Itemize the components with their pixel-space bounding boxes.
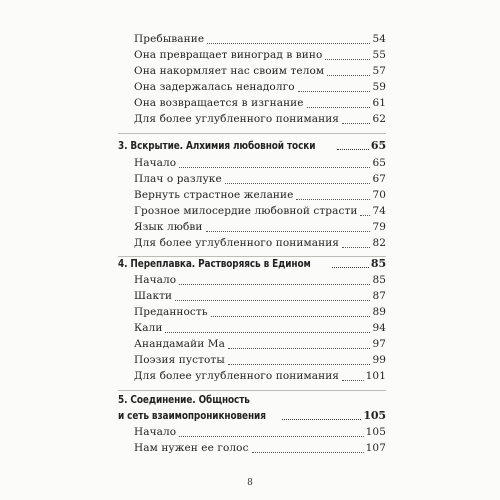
toc-entry (134, 439, 386, 457)
toc-entry-page: 67 (372, 173, 386, 185)
toc-entry-title: Кали (134, 322, 163, 334)
page-number: 8 (247, 478, 253, 488)
toc-entry-page: 59 (372, 81, 386, 93)
chapter-title-continued: и сеть взаимопроникновения (118, 409, 266, 422)
dot-leader (296, 199, 370, 200)
toc-entry-page: 89 (372, 306, 386, 318)
chapter-page: 85 (370, 257, 386, 270)
chapter-heading (118, 138, 386, 154)
dot-leader (179, 436, 363, 437)
toc-entry-page: 54 (372, 33, 386, 45)
toc-entry (134, 110, 386, 128)
toc-entry-page: 61 (372, 97, 386, 109)
dot-leader (179, 284, 370, 285)
toc-entry-title: Начало (134, 274, 177, 286)
toc-entry-page: 101 (365, 370, 386, 382)
toc-entry-page: 55 (372, 49, 386, 61)
section-divider (118, 133, 386, 134)
section-divider (118, 390, 386, 391)
toc-entry (134, 234, 386, 252)
dot-leader (337, 149, 369, 150)
toc-entry-page: 82 (372, 237, 386, 249)
dot-leader (228, 364, 371, 365)
dot-leader (228, 348, 370, 349)
toc-entry-title: Анандамайи Ма (134, 338, 226, 350)
dot-leader (360, 215, 370, 216)
chapter-page: 105 (363, 409, 386, 422)
toc-entry-title: Для более углубленного понимания (134, 370, 340, 382)
chapter-title: 3. Вскрытие. Алхимия любовной тоски (118, 139, 316, 152)
toc-entry-title: Начало (134, 426, 177, 438)
dot-leader (342, 123, 370, 124)
toc-entry-page: 79 (372, 221, 386, 233)
toc-entry-title: Грозное милосердие любовной страсти (134, 205, 358, 217)
toc-entry-page: 85 (372, 274, 386, 286)
toc-entry-title: Для более углубленного понимания (134, 237, 340, 249)
toc-entry-title: Шакти (134, 290, 173, 302)
toc-entry-title: Она возвращается в изгнание (134, 97, 304, 109)
toc-entry-title: Преданность (134, 306, 208, 318)
toc-entry-title: Пребывание (134, 33, 205, 45)
dot-leader (175, 300, 370, 301)
chapter-heading (118, 392, 386, 424)
chapter-title: 4. Переплавка. Растворяясь в Едином (118, 257, 311, 270)
dot-leader (211, 316, 371, 317)
toc-entry-page: 105 (365, 426, 386, 438)
dot-leader (179, 167, 370, 168)
dot-leader (252, 452, 364, 453)
dot-leader (282, 419, 361, 420)
dot-leader (342, 247, 370, 248)
dot-leader (342, 380, 364, 381)
toc-entry-page: 87 (372, 290, 386, 302)
dot-leader (298, 91, 371, 92)
toc-entry-page: 65 (372, 157, 386, 169)
toc-entry-title: Она задержалась ненадолго (134, 81, 295, 93)
toc-entry-page: 99 (372, 354, 386, 366)
chapter-page: 65 (370, 139, 386, 152)
toc-entry-title: Плач о разлуке (134, 173, 222, 185)
toc-entry-title: Начало (134, 157, 177, 169)
dot-leader (327, 75, 370, 76)
toc-entry-title: Она превращает виноград в вино (134, 49, 323, 61)
toc-entry-page: 107 (365, 442, 386, 454)
chapter-heading (118, 256, 386, 272)
toc-entry-title: Вернуть страстное желание (134, 189, 294, 201)
dot-leader (225, 183, 371, 184)
toc-entry-page: 62 (372, 113, 386, 125)
dot-leader (207, 43, 370, 44)
toc-entry-title: Язык любви (134, 221, 203, 233)
dot-leader (307, 107, 371, 108)
toc-entry-title: Нам нужен ее голос (134, 442, 249, 454)
dot-leader (165, 332, 370, 333)
toc-entry-page: 74 (372, 205, 386, 217)
toc-entry-title: Для более углубленного понимания (134, 113, 340, 125)
dot-leader (332, 267, 369, 268)
toc-entry-page: 70 (372, 189, 386, 201)
toc-entry-page: 97 (372, 338, 386, 350)
dot-leader (206, 231, 371, 232)
toc-entry-page: 57 (372, 65, 386, 77)
toc-entry (134, 367, 386, 385)
dot-leader (325, 59, 370, 60)
chapter-title: 5. Соединение. Общность (118, 393, 250, 406)
toc-entry-title: Она накормляет нас своим телом (134, 65, 325, 77)
toc-entry-title: Поэзия пустоты (134, 354, 225, 366)
toc-entry-page: 94 (372, 322, 386, 334)
